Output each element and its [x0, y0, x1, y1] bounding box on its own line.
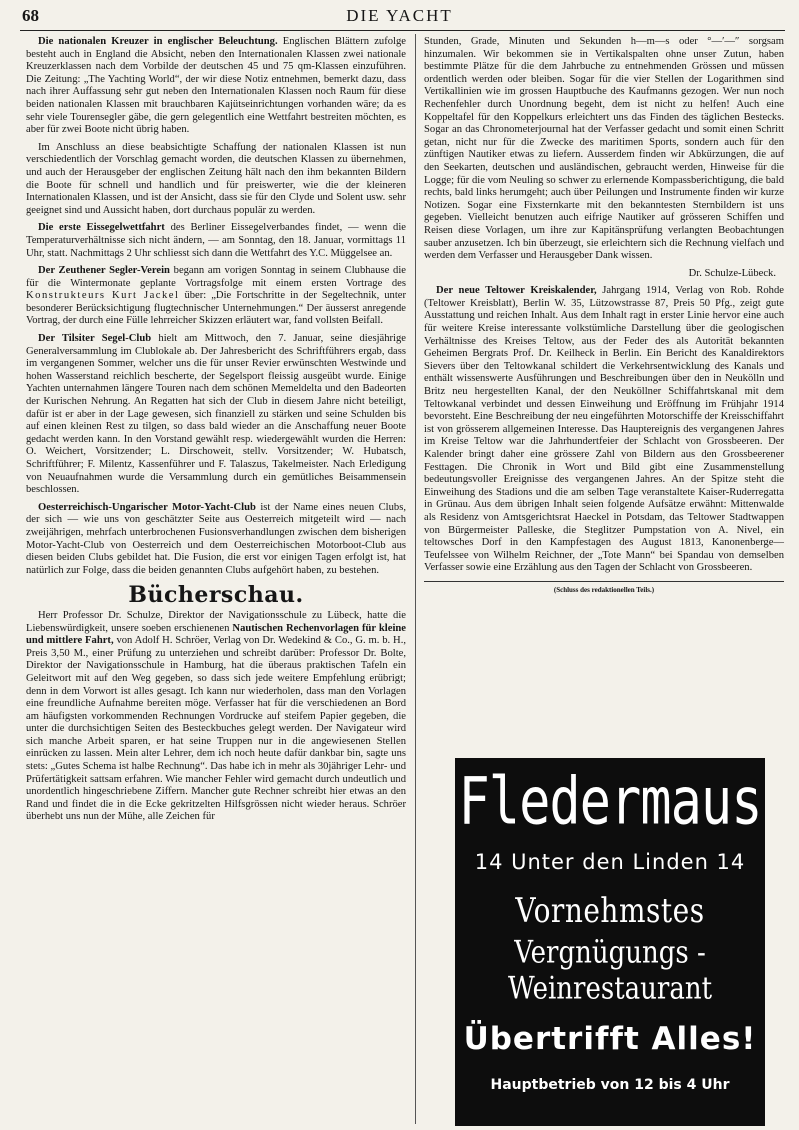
article-teltow: [424, 285, 784, 575]
left-column: [26, 36, 406, 829]
article-text: hielt am Mittwoch, den 7. Januar, seine diesjährige Generalversammlung im Clublokale ab. Der Jahresbericht des Schriftführers ergab, dass im vergangenen Sommer, welcher uns die für unser Revier erwünschten Westwinde und hohen Wasserstand reichlich bescherte, der Segelsport fleissig ausgeübt wurde. Einige Yachten unternahmen längere Touren nach dem schönen Memeldelta und den Badeorten der Kurischen Nehrung. An Regatten hat sich der Club in diesem Jahre nicht beteiligt, dafür ist er aber in der Lage gewesen, sich finanziell zu stärken und seine Schulden bis auf einen kleinen Rest zu tilgen, so dass bald wieder an die Anschaffung neuer Boote gedacht werden kann. In den Vorstand gewählt resp. wiedergewählt wurden die Herren: O. Weichert, Vorsitzender; L. Dirschoweit, stellv. Vorsitzender; W. Hubatsch, Schriftführer; F. Milentz, Kassenführer und F. Talaszus, Takelmeister. Nach Erledigung von Neuaufnahmen wurde die Versammlung durch ein gemütliches Beisammensein beschlossen.: [26, 333, 406, 496]
article-title: Die erste Eissegelwettfahrt: [38, 222, 165, 234]
article-text: Herr Professor Dr. Schulze, Direktor der Navigationsschule zu Lübeck, hatte die Liebenswürdigkeit, unsere soeben erschienenen: [26, 609, 406, 634]
article-text: begann am vorigen Sonntag in seinem Clubhause die für die Wintermonate geplante Vortragsfolge mit einem ersten Vortrage des: [26, 265, 406, 289]
ad-brand: Fledermaus: [458, 764, 762, 840]
article-text: ist der Name eines neuen Clubs, der sich — wie uns von geschätzter Seite aus Oesterreich mitgeteilt wird — nach zweijährigen, mehrfach unterbrochenen Fusionsverhandlungen zwischen dem bisherigen Motor-Yacht-Club von Oesterreich und dem Oesterreichischen Motorboot-Club aus diesen beiden Clubs gebildet hat. Die Fusion, die erst vor einigen Tagen erfolgt ist, hat natürlich zur Folge, dass die beiden genannten Clubs aufgehört haben, zu bestehen.: [26, 501, 406, 576]
article-eissegel: [26, 222, 406, 260]
article-tilsiter: [26, 333, 406, 497]
article-text: Jahrgang 1914, Verlag von Rob. Rohde (Teltower Kreisblatt), Berlin W. 35, Lützowstrasse 87, Preis 50 Pfg., zeigt gute Ausstattung und reichen Inhalt. Aus dem Inhalt ragt in erster Linie hervor eine auch für weitere Kreise interessante volkstümliche Darstellung über die geologischen Verhältnisse des Kreises Teltow, aus der Feder des als Autorität bekannten Geheimen Bergrats Prof. Dr. Keilheck in Berlin. Ein Bericht des Kanaldirektors Sievers über den Teltowkanal schildert die Verkehrsentwicklung des Kanals und enthält wissenswerte Ausführungen und Beschreibungen über den in Neukölln und Britz neu hergestellten Kanal, der den Neuköllner Schiffahrtskanal mit dem Teltowkanal verbindet und dessen Einweihung und Eröffnung im Frühjahr 1914 bevorsteht. Eine Beschreibung der neu eingeführten Motorschiffe der Kreisschiffahrt ist von grösserem allgemeinen Interesse. Das Hauptereignis des vergangenen Jahres im Kreise Teltow war die Jahrhundertfeier der Schlacht von Grossbeeren. Der Kalender bringt daher eine grössere Zahl von Bildern aus den Grossbeerener Festtagen. Die Chronik in Wort und Bild gibt eine Zusammenstellung bedeutungsvoller Ereignisse des vergangenen Jahres. An der Spitze steht die Einweihung des Stadions und die am selben Tage veranstaltete Kaiser-Ruderregatta in Grünau. Aus dem übrigen Inhalt seien folgende Aufsätze erwähnt: Mittenwalde als Residenz von Amtsgerichtsrat Haeckel in Potsdam, das Teltower Stadtwappen von Bürgermeister Palleske, die Steglitzer Pumpstation von A. Nivel, ein teltowsches Dorf in den Kampfestagen des August 1813, Kanonenberge—Teufelssee von Wilhelm Reichner, der „Tote Mann“ bei Spandau von demselben Verfasser sowie eine Erzählung aus den Tagen der Schlacht von Grossbeeren.: [424, 285, 784, 574]
article-oesterreich: [26, 502, 406, 578]
section-heading: Bücherschau.: [128, 582, 304, 609]
article-text: Im Anschluss an diese beabsichtigte Schaffung der nationalen Klassen ist nun verschiedentlich der Vorschlag gemacht worden, die deutschen Klassen zu übernehmen, und auch der Herausgeber der englischen Zeitung hält nach den ihm bekannten Bildern die Boote für schnell und handlich und für preiswerter, wie die der kleineren Internationalen Klassen, und ist der Ansicht, dass sie für den Clyde und Solent usw. sehr geeignet sind und Aussicht haben, dort durchaus populär zu werden.: [26, 141, 406, 216]
article-text: von Adolf H. Schröer, Verlag von Dr. Wedekind & Co., G. m. b. H., Preis 3,50 M., einer Prüfung zu unterziehen und schreibt darüber: Professor Dr. Bolte, Direktor der Navigationsschule in Hamburg, hat die überaus praktischen Tafeln ein Geleitwort mit auf den Weg gegeben, so dass sich jede weitere Empfehlung erübrigt; denn in dem Vorwort ist alles gesagt. Ich kann nur wiederholen, dass man den Vorlagen eine freundliche Aufnahme bereiten möge. Verfasser hat für die verschiedenen an Bord am häufigsten vorkommenden Rechnungen Vordrucke auf steifem Papier gegeben, die unter die durchsichtigen Seiten des Besteckbuches gelegt werden. Der Navigateur wird sich manche Arbeit sparen, er hat seine Truppen nur in die angewiesenen Stellen einrücken zu lassen. Mein alter Lehrer, dem ich noch heute dafür dankbar bin, sagte uns stets: „Gutes Schema ist halbe Rechnung“. Das habe ich in mehr als 30jähriger Lehr- und Prüfertätigkeit sattsam erfahren. Wie mancher Fehler wird gemacht durch undeutlich und unordentlich hingeschriebene Ziffern. Mancher gute Rechner schreibt hier etwas an den Rand und findet die in die Ecke gekritzelten Hilfsgrössen nicht wieder heraus. Schröer überhebt uns nun der Mühe, alle Zeichen für: [26, 635, 406, 823]
article-title: Oesterreichisch-Ungarischer Motor-Yacht-Club: [38, 501, 256, 513]
spaced-name: Konstrukteurs Kurt Jackel: [26, 290, 180, 302]
review-continuation: Stunden, Grade, Minuten und Sekunden h—m—s oder °—′—″ sorgsam hinzumalen. Wir bekommen sie in Vertikalspalten ohne unser Zutun, haben bestimmte Plätze für die dem Jahrbuche zu entnehmenden Grössen und müssen ordentlich werden oder bleiben. Sogar für die vier Stellen der Logarithmen sind Vertikallinien wie im grossen Hauptbuche des Kaufmanns gezogen. Wer nun noch Rechenfehler durch Unordnung begeht, dem ist nicht zu helfen! Auch eine Koppeltafel für den Koppelkurs erleichtert uns das Finden des täglichen Bestecks. Sogar an das Chronometerjournal hat der Verfasser gedacht und somit einen Schritt getan, nicht nur für die Zwecke des maritimen Sports, sondern auch für den zünftigen Nautiker etwas zu liefern. Ausserdem finden wir Abkürzungen, die auf den Seekarten, deutschen und ausländischen, gebraucht werden, Hinweise für die Logge; für die vom Neuling so schwer zu erlernende Kompassberichtigung, die bald rechts, bald links herumgeht; auch über Peilungen und Instrumente finden wir kurze Notizen. Sogar eine Fixsternkarte mit den bekanntesten Sternbildern ist uns gegeben. Vielleicht benutzen auch eifrige Nautiker auf grösseren Schiffen und Reisen diese Vorlagen, um ihre zur Kapitänsprüfung verlangten Beobachtungen sauber anzusetzen. Ich bin überzeugt, sie erleichtern sich die Rechnung vielfach und werden dem Verfasser und Herausgeber Dank wissen.: [424, 36, 784, 262]
article-text: über: „Die Fortschritte in der Segeltechnik, unter besonderer Berücksichtigung flugtechnischer Unternehmungen.“ Der äusserst anregende Vortrag, der durch eine Fülle lehrreicher Skizzen erläutert war, fand vollsten Beifall.: [26, 290, 406, 327]
ad-hours: Hauptbetrieb von 12 bis 4 Uhr: [490, 1077, 730, 1093]
article-zeuthener: [26, 265, 406, 328]
article-text: Englischen Blättern zufolge besteht auch in England die Absicht, neben den Internationalen Klassen zwei nationale Kreuzerklassen nach dem Vorbilde der deutschen 45 und 75 qm-Klassen einzuführen. Die Zeitung: „The Yachting World“, der wir diese Notiz entnehmen, bemerkt dazu, dass nach ihrer Auffassung sehr gut neben den Internationalen Klassen noch Raum für diese beiden nationalen Klassen mit brauchbaren Kajütseinrichtungen vorhanden wäre; da es sehr viele Tourensegler gäbe, die gern gelegentlich eine Wettfahrt bestreiten möchten, es aber für zwei Boote nicht übrig haben.: [26, 36, 406, 136]
article-title: Der neue Teltower Kreiskalender,: [436, 285, 597, 297]
review-schulze: [26, 610, 406, 824]
editorial-end-note: (Schluss des redaktionellen Teils.): [553, 585, 655, 594]
article-text: des Berliner Eissegelverbandes findet, — wenn die Temperaturverhältnisse sich nicht ändern, — am Sonntag, den 18. Januar, vormittags 11 Uhr, statt. Nachmittags 2 Uhr schliesst sich dann die Wettfahrt des Y.C. Müggelsee an.: [26, 222, 407, 259]
page-number: 68: [22, 6, 39, 25]
article-title: Die nationalen Kreuzer in englischer Beleuchtung.: [38, 36, 278, 47]
ad-line: Vornehmstes: [515, 890, 705, 931]
header-rule: [20, 30, 785, 31]
article-kreuzer: [26, 36, 406, 137]
advertisement: [455, 758, 765, 1126]
right-column: [424, 36, 784, 603]
article-title: Der Tilsiter Segel-Club: [38, 333, 152, 345]
ad-line: Vergnügungs - Weinrestaurant: [507, 935, 713, 1007]
footnote-rule: [424, 581, 784, 582]
journal-title: DIE YACHT: [346, 6, 453, 25]
ad-address: 14 Unter den Linden 14: [474, 850, 746, 874]
article-title: Der Zeuthener Segler-Verein: [38, 265, 170, 277]
column-divider: [415, 34, 416, 1124]
signature: Dr. Schulze-Lübeck.: [688, 267, 776, 279]
book-title: Nautischen Rechenvorlagen für kleine und mittlere Fahrt,: [26, 622, 406, 647]
ad-slogan: Übertrifft Alles!: [463, 1021, 757, 1057]
